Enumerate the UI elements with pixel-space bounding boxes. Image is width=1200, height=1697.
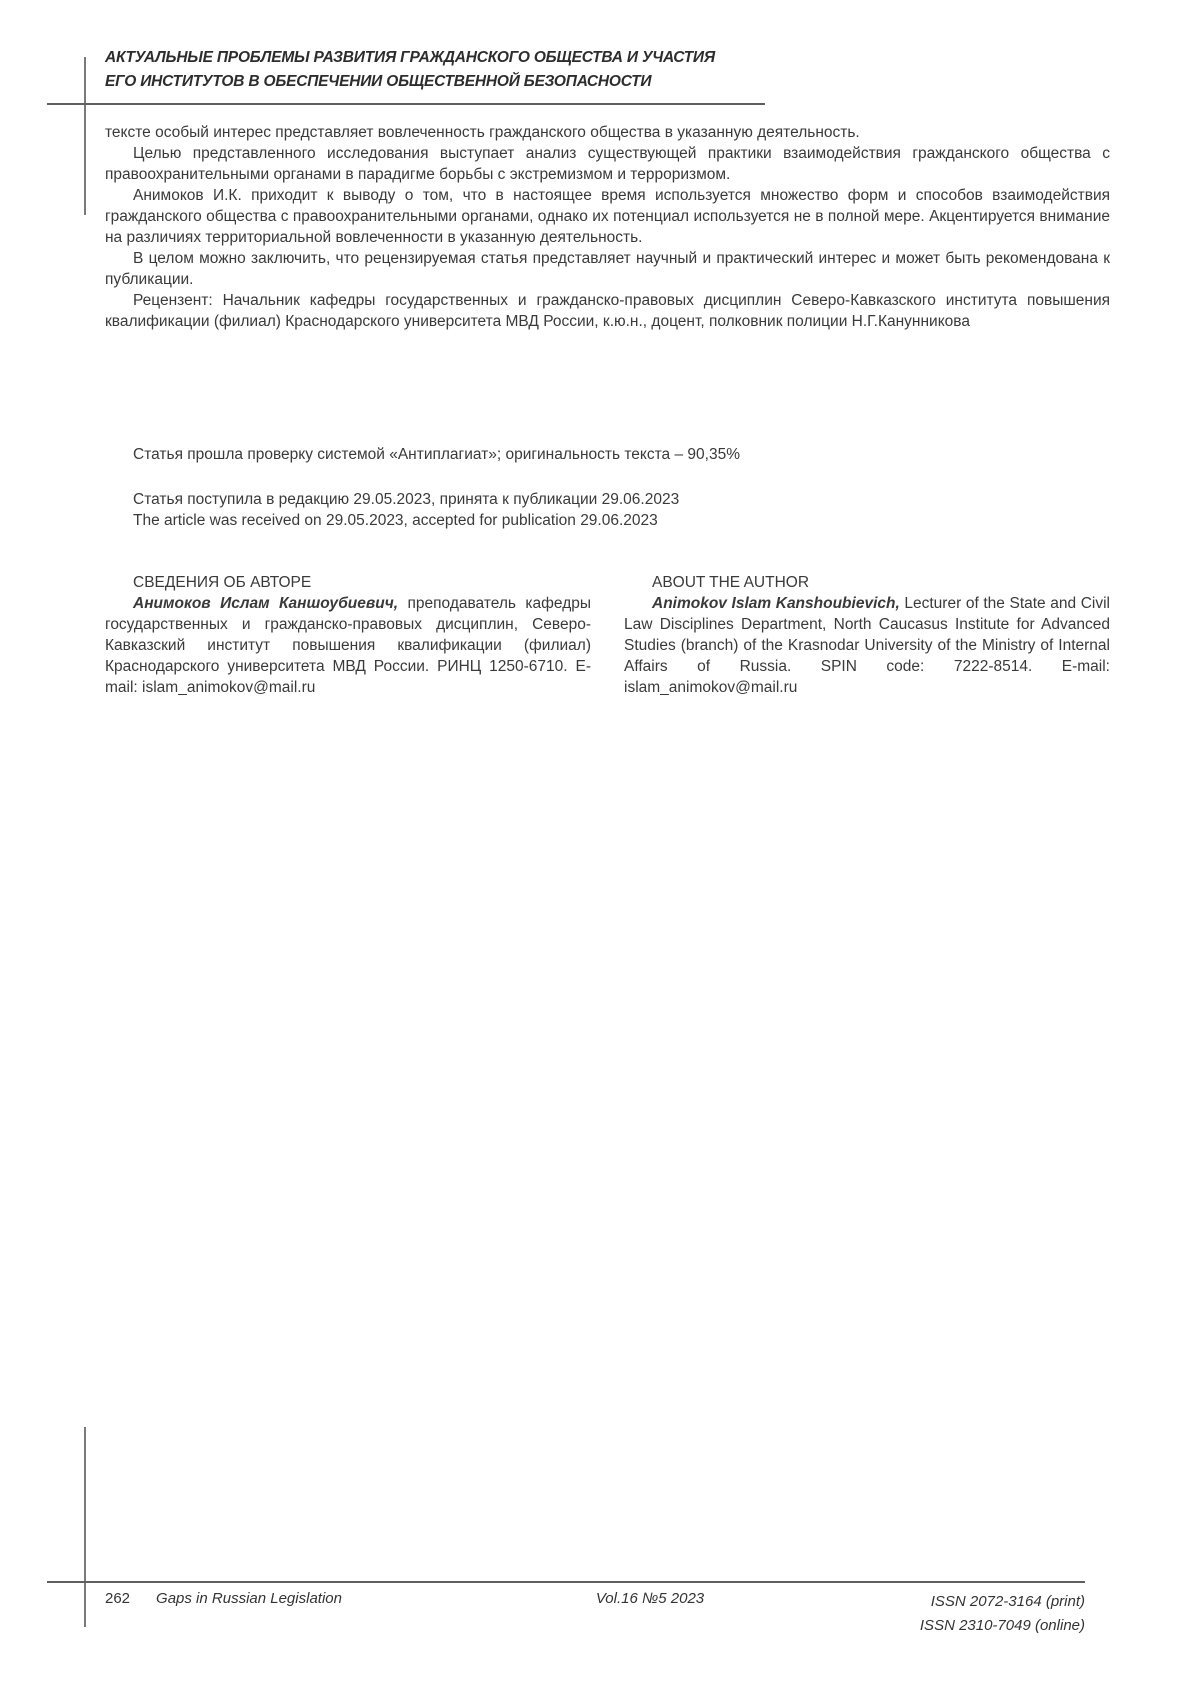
issn-print: ISSN 2072-3164 (print) — [930, 1593, 1085, 1610]
footer-left — [105, 1590, 342, 1607]
issn-online: ISSN 2310-7049 (online) — [919, 1617, 1085, 1634]
author-bio-ru: преподаватель кафедры государственных и гражданско-правовых дисциплин, Северо-Кавказский институт повышения квалификации (филиал) Краснодарского университета МВД России. РИНЦ 1250-6710. E-mail: islam_animokov@mail.ru — [105, 595, 591, 696]
article-body — [105, 122, 1110, 332]
footer-issn — [920, 1590, 1085, 1638]
footer-divider — [47, 1581, 1085, 1583]
footer-issue: Vol.16 №5 2023 — [595, 1590, 705, 1607]
received-date-ru: Статья поступила в редакцию 29.05.2023, принята к публикации 29.06.2023 — [133, 491, 680, 508]
author-heading-ru: СВЕДЕНИЯ ОБ АВТОРЕ — [133, 574, 312, 591]
body-paragraph: Анимоков И.К. приходит к выводу о том, что в настоящее время используется множество форм и способов взаимодействия гражданского общества с правоохранительными органами, однако их потенциал используется не в полной мере. Акцентируется внимание на различиях территориальной вовлеченности в указанную деятельность. — [105, 187, 1110, 246]
author-info-section — [105, 572, 1110, 698]
plagiarism-note: Статья прошла проверку системой «Антиплагиат»; оригинальность текста – 90,35% — [133, 446, 740, 463]
running-head-line1: АКТУАЛЬНЫЕ ПРОБЛЕМЫ РАЗВИТИЯ ГРАЖДАНСКОГО ОБЩЕСТВА И УЧАСТИЯ — [105, 49, 715, 66]
author-paragraph-ru — [105, 593, 591, 698]
left-margin-rule-top — [84, 57, 86, 215]
header-divider — [47, 103, 765, 105]
body-paragraph: Рецензент: Начальник кафедры государственных и гражданско-правовых дисциплин Северо-Кавказского института повышения квалификации (филиал) Краснодарского университета МВД России, к.ю.н., доцент, полковник полиции Н.Г.Канунникова — [105, 292, 1110, 330]
author-bio-en: Lecturer of the State and Civil Law Disciplines Department, North Caucasus Institute for Advanced Studies (branch) of the Krasnodar University of the Ministry of Internal Affairs of Russia. SPIN code: 7222-8514. E-mail: islam_animokov@mail.ru — [624, 595, 1110, 696]
running-head-line2: ЕГО ИНСТИТУТОВ В ОБЕСПЕЧЕНИИ ОБЩЕСТВЕННОЙ БЕЗОПАСНОСТИ — [105, 73, 652, 90]
received-date-en: The article was received on 29.05.2023, accepted for publication 29.06.2023 — [133, 512, 658, 529]
author-heading-en: ABOUT THE AUTHOR — [652, 574, 810, 591]
left-margin-rule-bottom — [84, 1427, 86, 1627]
body-paragraph: Целью представленного исследования выступает анализ существующей практики взаимодействия гражданского общества с правоохранительными органами в парадигме борьбы с экстремизмом и терроризмом. — [105, 145, 1110, 183]
submission-dates — [105, 489, 1110, 531]
author-name-en: Animokov Islam Kanshoubievich, — [652, 595, 900, 612]
body-paragraph: В целом можно заключить, что рецензируемая статья представляет научный и практический интерес и может быть рекомендована к публикации. — [105, 250, 1110, 288]
body-paragraph: тексте особый интерес представляет вовлеченность гражданского общества в указанную деятельность. — [105, 124, 860, 141]
author-paragraph-en — [624, 593, 1110, 698]
running-head — [105, 46, 825, 94]
author-info-en — [624, 572, 1110, 698]
author-name-ru: Анимоков Ислам Каншоубиевич, — [133, 595, 399, 612]
page-number: 262 — [105, 1590, 131, 1607]
author-info-ru — [105, 572, 591, 698]
journal-title: Gaps in Russian Legislation — [156, 1590, 342, 1607]
